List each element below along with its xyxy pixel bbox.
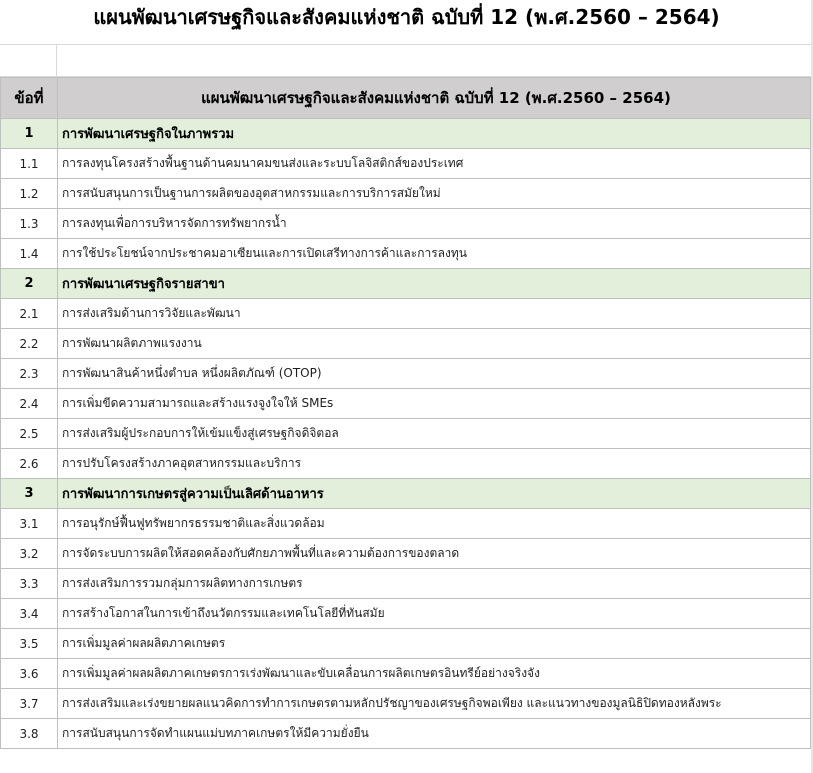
row-text-cell[interactable]: การจัดระบบการผลิตให้สอดคล้องกับศักยภาพพื้นที่และความต้องการของตลาด (58, 539, 811, 569)
gridline (0, 44, 811, 45)
row-text-cell[interactable]: การสนับสนุนการจัดทำแผนแม่บทภาคเกษตรให้มีความยั่งยืน (58, 719, 811, 749)
table-row-section (1, 269, 811, 299)
gridline (56, 44, 57, 77)
table-row (1, 539, 811, 569)
row-num-cell[interactable]: 1.3 (1, 209, 58, 239)
row-num-cell[interactable]: 3.2 (1, 539, 58, 569)
row-num-cell[interactable]: 3 (1, 479, 58, 509)
row-num-cell[interactable]: 2.6 (1, 449, 58, 479)
table-row-section (1, 119, 811, 149)
row-text-cell[interactable]: การปรับโครงสร้างภาคอุตสาหกรรมและบริการ (58, 449, 811, 479)
row-text-cell[interactable]: การอนุรักษ์ฟื้นฟูทรัพยากรธรรมชาติและสิ่งแวดล้อม (58, 509, 811, 539)
row-text-cell[interactable]: การสร้างโอกาสในการเข้าถึงนวัตกรรมและเทคโนโลยีที่ทันสมัย (58, 599, 811, 629)
table-row (1, 299, 811, 329)
row-text-cell[interactable]: การส่งเสริมและเร่งขยายผลแนวคิดการทำการเกษตรตามหลักปรัชญาของเศรษฐกิจพอเพียง และแนวทางของมูลนิธิปิดทองหลังพระ (58, 689, 811, 719)
row-text-cell[interactable]: การลงทุนโครงสร้างพื้นฐานด้านคมนาคมขนส่งและระบบโลจิสติกส์ของประเทศ (58, 149, 811, 179)
row-text-cell[interactable]: การพัฒนาเศรษฐกิจในภาพรวม (58, 119, 811, 149)
table-row (1, 239, 811, 269)
row-text-cell[interactable]: การเพิ่มมูลค่าผลผลิตภาคเกษตร (58, 629, 811, 659)
row-num-cell[interactable]: 1 (1, 119, 58, 149)
row-text-cell[interactable]: การพัฒนาเศรษฐกิจรายสาขา (58, 269, 811, 299)
row-num-cell[interactable]: 3.4 (1, 599, 58, 629)
row-text-cell[interactable]: การพัฒนาการเกษตรสู่ความเป็นเลิศด้านอาหาร (58, 479, 811, 509)
row-num-cell[interactable]: 3.5 (1, 629, 58, 659)
row-num-cell[interactable]: 3.3 (1, 569, 58, 599)
table-row (1, 599, 811, 629)
table-header-row (1, 78, 811, 119)
row-num-cell[interactable]: 2 (1, 269, 58, 299)
row-num-cell[interactable]: 2.3 (1, 359, 58, 389)
row-num-cell[interactable]: 3.8 (1, 719, 58, 749)
table-row-section (1, 479, 811, 509)
header-num-cell[interactable]: ข้อที่ (1, 78, 58, 119)
table-row (1, 359, 811, 389)
plan-table (0, 77, 811, 749)
row-num-cell[interactable]: 2.5 (1, 419, 58, 449)
header-title-cell[interactable]: แผนพัฒนาเศรษฐกิจและสังคมแห่งชาติ ฉบับที่ 12 (พ.ศ.2560 – 2564) (58, 78, 811, 119)
row-text-cell[interactable]: การสนับสนุนการเป็นฐานการผลิตของอุตสาหกรรมและการบริการสมัยใหม่ (58, 179, 811, 209)
row-text-cell[interactable]: การส่งเสริมการรวมกลุ่มการผลิตทางการเกษตร (58, 569, 811, 599)
row-num-cell[interactable]: 2.2 (1, 329, 58, 359)
table-row (1, 179, 811, 209)
table-row (1, 629, 811, 659)
row-num-cell[interactable]: 1.4 (1, 239, 58, 269)
table-row (1, 149, 811, 179)
row-text-cell[interactable]: การพัฒนาผลิตภาพแรงงาน (58, 329, 811, 359)
row-text-cell[interactable]: การส่งเสริมผู้ประกอบการให้เข้มแข็งสู่เศรษฐกิจดิจิตอล (58, 419, 811, 449)
table-row (1, 659, 811, 689)
row-text-cell[interactable]: การเพิ่มขีดความสามารถและสร้างแรงจูงใจให้ SMEs (58, 389, 811, 419)
row-text-cell[interactable]: การส่งเสริมด้านการวิจัยและพัฒนา (58, 299, 811, 329)
row-num-cell[interactable]: 2.1 (1, 299, 58, 329)
row-text-cell[interactable]: การเพิ่มมูลค่าผลผลิตภาคเกษตรการเร่งพัฒนาและขับเคลื่อนการผลิตเกษตรอินทรีย์อย่างจริงจัง (58, 659, 811, 689)
row-text-cell[interactable]: การใช้ประโยชน์จากประชาคมอาเซียนและการเปิดเสรีทางการค้าและการลงทุน (58, 239, 811, 269)
table-row (1, 329, 811, 359)
row-num-cell[interactable]: 1.1 (1, 149, 58, 179)
row-text-cell[interactable]: การลงทุนเพื่อการบริหารจัดการทรัพยากรน้ำ (58, 209, 811, 239)
table-row (1, 689, 811, 719)
row-num-cell[interactable]: 3.1 (1, 509, 58, 539)
table-row (1, 449, 811, 479)
table-row (1, 719, 811, 749)
row-num-cell[interactable]: 3.7 (1, 689, 58, 719)
row-num-cell[interactable]: 2.4 (1, 389, 58, 419)
table-row (1, 389, 811, 419)
row-num-cell[interactable]: 1.2 (1, 179, 58, 209)
page-title: แผนพัฒนาเศรษฐกิจและสังคมแห่งชาติ ฉบับที่ 12 (พ.ศ.2560 – 2564) (93, 5, 720, 29)
table-row (1, 569, 811, 599)
row-text-cell[interactable]: การพัฒนาสินค้าหนึ่งตำบล หนึ่งผลิตภัณฑ์ (OTOP) (58, 359, 811, 389)
table-row (1, 419, 811, 449)
table-row (1, 209, 811, 239)
row-num-cell[interactable]: 3.6 (1, 659, 58, 689)
table-row (1, 509, 811, 539)
